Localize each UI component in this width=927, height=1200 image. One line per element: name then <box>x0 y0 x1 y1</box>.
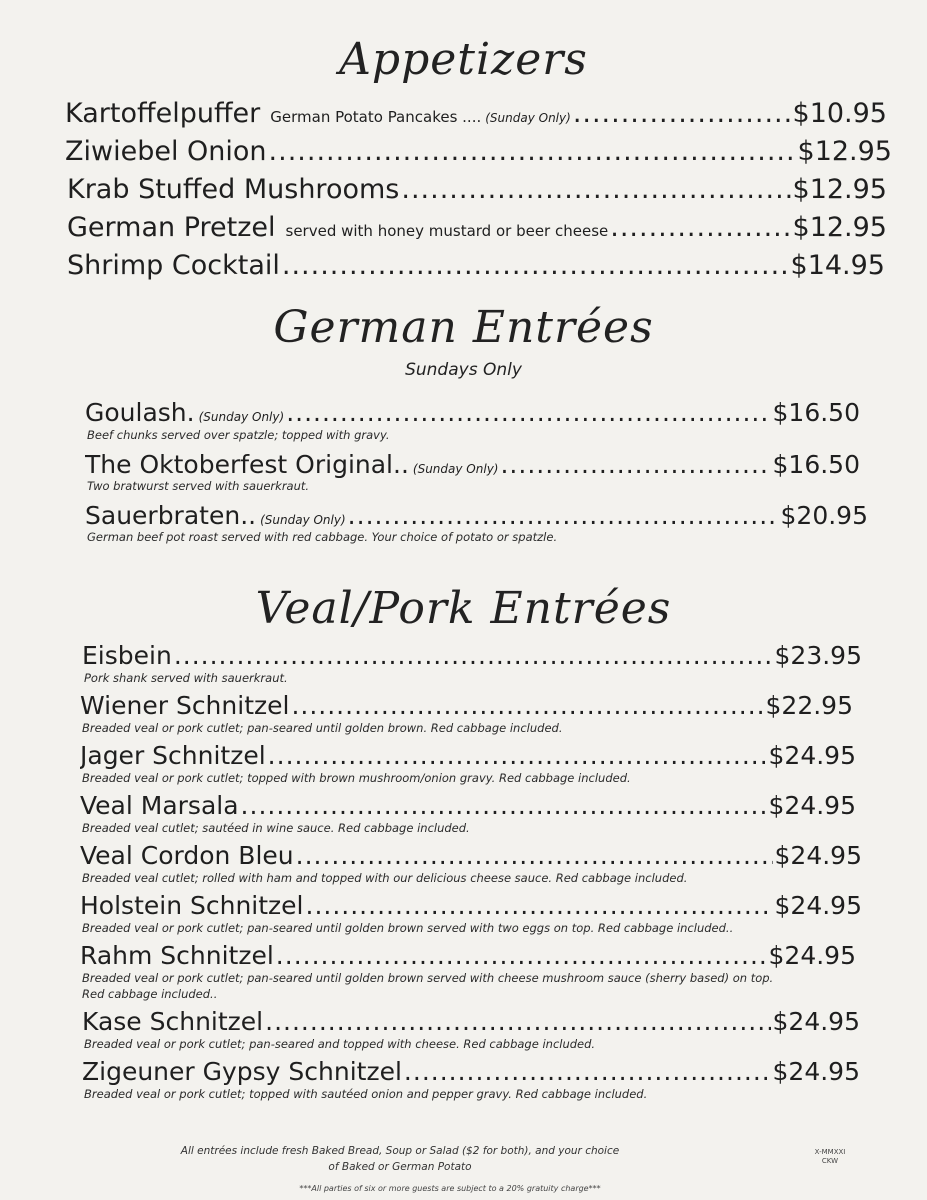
dot-leader <box>573 98 791 129</box>
item-price: $23.95 <box>774 641 862 670</box>
print-code-line-2: CKW <box>821 1157 839 1165</box>
item-description: German Potato Pancakes .... <box>270 108 482 126</box>
menu-item-eisbein <box>82 641 862 670</box>
item-price: $16.50 <box>772 450 860 479</box>
item-detail: Pork shank served with sauerkraut. <box>84 671 288 685</box>
item-detail: Breaded veal or pork cutlet; topped with brown mushroom/onion gravy. Red cabbage included. <box>82 771 631 785</box>
footer-line-2: of Baked or German Potato <box>328 1161 472 1173</box>
menu-item-ziwiebel-onion <box>65 136 892 167</box>
item-detail: Beef chunks served over spatzle; topped with gravy. <box>87 428 390 442</box>
item-price: $14.95 <box>790 250 885 281</box>
menu-item-german-pretzel <box>67 212 887 243</box>
item-name: German Pretzel <box>67 212 276 243</box>
item-detail: German beef pot roast served with red cabbage. Your choice of potato or spatzle. <box>87 530 558 544</box>
german-entrees-heading: German Entrées <box>273 302 654 353</box>
dot-leader <box>306 891 773 920</box>
menu-item-wiener-schnitzel <box>80 691 853 720</box>
item-note: (Sunday Only) <box>412 462 499 476</box>
item-name: Kase Schnitzel <box>82 1007 264 1036</box>
item-note: (Sunday Only) <box>485 111 571 125</box>
german-entrees-subheading: Sundays Only <box>405 360 522 380</box>
item-price: $12.95 <box>792 174 887 205</box>
item-name: Sauerbraten.. <box>85 501 257 530</box>
dot-leader <box>282 250 789 281</box>
item-name: Holstein Schnitzel <box>80 891 304 920</box>
dot-leader <box>296 841 773 870</box>
item-name: Goulash. <box>85 398 195 427</box>
item-price: $24.95 <box>774 891 862 920</box>
item-price: $12.95 <box>792 212 887 243</box>
dot-leader <box>174 641 773 670</box>
dot-leader <box>286 398 770 427</box>
item-price: $24.95 <box>772 1057 860 1086</box>
menu-item-oktoberfest-original <box>85 450 860 479</box>
dot-leader <box>265 1007 770 1036</box>
menu-item-jager-schnitzel <box>80 741 856 770</box>
item-price: $24.95 <box>772 1007 860 1036</box>
item-detail: Breaded veal or pork cutlet; topped with sautéed onion and pepper gravy. Red cabbage included. <box>84 1087 648 1101</box>
item-name: Shrimp Cocktail <box>67 250 280 281</box>
print-code-line-1: X-MMXXI <box>814 1148 846 1156</box>
item-name: Zigeuner Gypsy Schnitzel <box>82 1057 402 1086</box>
menu-item-kase-schnitzel <box>82 1007 860 1036</box>
item-price: $20.95 <box>780 501 868 530</box>
dot-leader <box>500 450 770 479</box>
item-name: Wiener Schnitzel <box>80 691 290 720</box>
footer-line-1: All entrées include fresh Baked Bread, Soup or Salad ($2 for both), and your choice <box>180 1145 620 1157</box>
item-name: The Oktoberfest Original.. <box>85 450 409 479</box>
menu-item-veal-cordon-bleu <box>80 841 862 870</box>
veal-pork-heading: Veal/Pork Entrées <box>255 583 672 634</box>
item-name: Krab Stuffed Mushrooms <box>67 174 400 205</box>
menu-item-holstein-schnitzel <box>80 891 862 920</box>
item-price: $22.95 <box>765 691 853 720</box>
item-detail: Breaded veal or pork cutlet; pan-seared until golden brown. Red cabbage included. <box>82 721 563 735</box>
print-code <box>800 1148 860 1166</box>
item-description: served with honey mustard or beer cheese <box>285 222 609 240</box>
menu-item-veal-marsala <box>80 791 856 820</box>
item-detail: Breaded veal cutlet; sautéed in wine sauce. Red cabbage included. <box>82 821 470 835</box>
item-name: Ziwiebel Onion <box>65 136 267 167</box>
item-name: Kartoffelpuffer <box>65 98 261 129</box>
dot-leader <box>268 741 767 770</box>
menu-item-kartoffelpuffer <box>65 98 887 129</box>
item-price: $24.95 <box>774 841 862 870</box>
item-detail: Breaded veal or pork cutlet; pan-seared and topped with cheese. Red cabbage included. <box>84 1037 596 1051</box>
menu-item-rahm-schnitzel <box>80 941 856 970</box>
item-price: $10.95 <box>792 98 887 129</box>
item-detail-continued: Red cabbage included.. <box>82 987 218 1001</box>
dot-leader <box>348 501 779 530</box>
item-price: $16.50 <box>772 398 860 427</box>
footer-note <box>150 1143 650 1175</box>
item-price: $24.95 <box>768 791 856 820</box>
menu-item-sauerbraten <box>85 501 868 530</box>
item-name: Veal Cordon Bleu <box>80 841 294 870</box>
menu-item-zigeuner-gypsy-schnitzel <box>82 1057 860 1086</box>
menu-item-krab-stuffed-mushrooms <box>67 174 887 205</box>
item-price: $24.95 <box>768 941 856 970</box>
dot-leader <box>291 691 763 720</box>
item-price: $24.95 <box>768 741 856 770</box>
item-price: $12.95 <box>797 136 892 167</box>
gratuity-note: ***All parties of six or more guests are subject to a 20% gratuity charge*** <box>299 1184 601 1193</box>
menu-item-shrimp-cocktail <box>67 250 885 281</box>
dot-leader <box>401 174 790 205</box>
item-name: Veal Marsala <box>80 791 239 820</box>
menu-item-goulash <box>85 398 860 427</box>
item-name: Eisbein <box>82 641 172 670</box>
item-name: Rahm Schnitzel <box>80 941 274 970</box>
item-detail: Breaded veal or pork cutlet; pan-seared until golden brown served with two eggs on top. Red cabbage included.. <box>82 921 734 935</box>
dot-leader <box>241 791 767 820</box>
item-note: (Sunday Only) <box>260 513 346 527</box>
item-detail: Breaded veal or pork cutlet; pan-seared until golden brown served with cheese mushroom sauce (sherry based) on top. <box>82 971 774 985</box>
dot-leader <box>610 212 790 243</box>
item-note: (Sunday Only) <box>198 410 285 424</box>
item-detail: Two bratwurst served with sauerkraut. <box>87 479 310 493</box>
dot-leader <box>404 1057 771 1086</box>
appetizers-heading: Appetizers <box>339 34 588 85</box>
item-name: Jager Schnitzel <box>80 741 266 770</box>
dot-leader <box>276 941 767 970</box>
dot-leader <box>269 136 796 167</box>
item-detail: Breaded veal cutlet; rolled with ham and topped with our delicious cheese sauce. Red cabbage included. <box>82 871 688 885</box>
